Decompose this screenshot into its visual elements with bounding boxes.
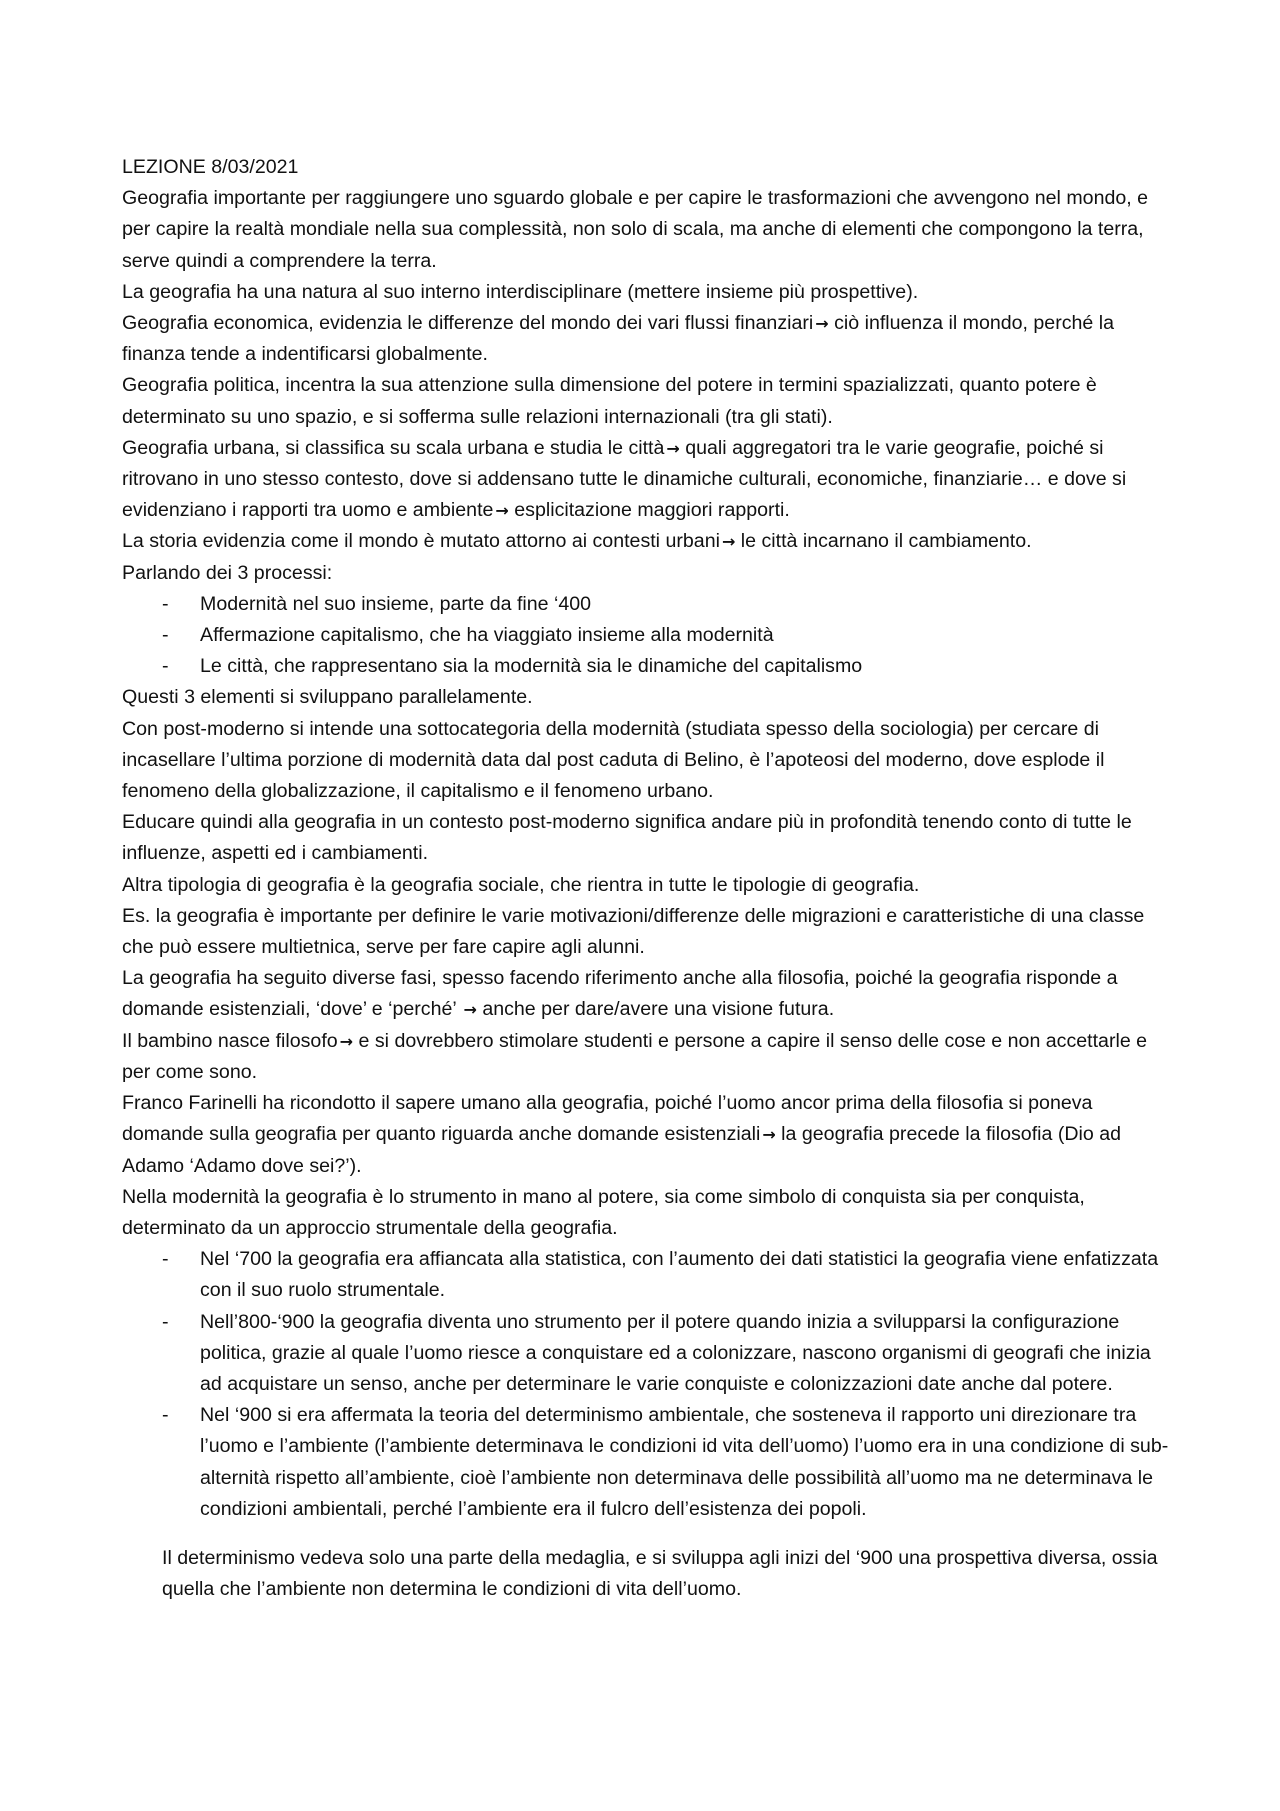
paragraph: Altra tipologia di geografia è la geografia sociale, che rientra in tutte le tipologie di geografia. [122,873,920,896]
list-item [122,620,1172,651]
list-item-text: Le città, che rappresentano sia la modernità sia le dinamiche del capitalismo [200,655,863,678]
list-item [122,651,1172,682]
list-item-text: Modernità nel suo insieme, parte da fine ‘400 [200,592,592,615]
paragraph-text: Franco Farinelli ha ricondotto il sapere umano alla geografia, poiché l’uomo ancor prima della filosofia si poneva domande sulla geografia per quanto riguarda anche domande esistenziali [122,1092,1093,1146]
paragraph [122,963,1172,1025]
bullet-list [122,589,1172,683]
document-title: LEZIONE 8/03/2021 [122,156,299,178]
paragraph-text: Geografia economica, evidenzia le differenze del mondo dei vari flussi finanziari [122,312,814,335]
paragraph [122,308,1172,370]
list-item [122,1244,1172,1306]
paragraph-text: anche per dare/avere una visione futura. [476,998,835,1021]
paragraph: Il determinismo vedeva solo una parte della medaglia, e si sviluppa agli inizi del ‘900 una prospettiva diversa, ossia quella che l’ambiente non determina le condizioni di vita dell’uomo. [162,1546,1158,1601]
paragraph: Nella modernità la geografia è lo strumento in mano al potere, sia come simbolo di conquista sia per conquista, determinato da un approccio strumentale della geografia. [122,1185,1085,1239]
bullet-dash: - [162,624,169,647]
arrow-right-icon: → [463,1000,477,1020]
paragraph-text: La geografia ha seguito diverse fasi, spesso facendo riferimento anche alla filosofia, poiché la geografia risponde a domande esistenziali, ‘dove’ e ‘perché’ [122,967,1118,1021]
arrow-right-icon: → [721,532,736,552]
arrow-right-icon: → [495,501,509,521]
list-item [122,1307,1172,1401]
paragraph-spacer [122,1525,1172,1543]
list-item [122,589,1172,620]
bullet-dash: - [162,592,169,615]
bullet-dash: - [162,1404,169,1427]
bullet-dash: - [162,1310,169,1333]
paragraph-text: ciò influenza il mondo, perché la finanza tende a indentificarsi globalmente. [122,312,1115,366]
arrow-right-icon: → [339,1031,354,1051]
arrow-right-icon: → [762,1125,776,1145]
paragraph-text: le città incarnano il cambiamento. [735,530,1032,553]
paragraph-text: la geografia precede la filosofia (Dio ad Adamo ‘Adamo dove sei?’). [122,1123,1122,1177]
arrow-right-icon: → [815,314,829,334]
paragraph [122,526,1172,557]
paragraph: Geografia importante per raggiungere uno sguardo globale e per capire le trasformazioni che avvengono nel mondo, e per capire la realtà mondiale nella sua complessità, non solo di scala, ma anche di elementi che compongono la terra, serve quindi a comprendere la terra. [122,187,1149,272]
list-item-text: Nell’800-‘900 la geografia diventa uno strumento per il potere quando inizia a svilupparsi la configurazione politica, grazie al quale l’uomo riesce a conquistare ed a colonizzare, nascono organismi di geografi che inizia ad acquistare un senso, anche per determinare le varie conquiste e colonizzazioni date anche dal potere. [200,1310,1151,1395]
paragraph-text: e si dovrebbero stimolare studenti e persone a capire il senso delle cose e non accettarle e per come sono. [122,1029,1148,1083]
paragraph [122,1026,1172,1088]
paragraph: Parlando dei 3 processi: [122,561,333,584]
paragraph-text: quali aggregatori tra le varie geografie, poiché si ritrovano in uno stesso contesto, dove si addensano tutte le dinamiche culturali, economiche, finanziarie… e dove si evidenziano i rapporti tra uomo e ambiente [122,436,1127,522]
paragraph-text: esplicitazione maggiori rapporti. [508,499,790,522]
paragraph-text: Geografia urbana, si classifica su scala urbana e studia le città [122,436,665,459]
paragraph [122,433,1172,527]
paragraph: Geografia politica, incentra la sua attenzione sulla dimensione del potere in termini spazializzati, quanto potere è determinato su uno spazio, e si sofferma sulle relazioni internazionali (tra gli stati). [122,374,1097,428]
bullet-list [122,1244,1172,1525]
paragraph [122,1088,1172,1182]
list-item [122,1400,1172,1525]
document-body [122,152,1172,1605]
bullet-dash: - [162,1248,169,1271]
list-item-text: Affermazione capitalismo, che ha viaggiato insieme alla modernità [200,624,774,647]
bullet-dash: - [162,655,169,678]
paragraph: Educare quindi alla geografia in un contesto post-moderno significa andare più in profondità tenendo conto di tutte le influenze, aspetti ed i cambiamenti. [122,811,1132,865]
paragraph-text: Il bambino nasce filosofo [122,1029,338,1052]
paragraph-text: La storia evidenzia come il mondo è mutato attorno ai contesti urbani [122,530,720,553]
paragraph: Questi 3 elementi si sviluppano parallelamente. [122,686,533,709]
list-item-text: Nel ‘900 si era affermata la teoria del determinismo ambientale, che sosteneva il rapporto uni direzionare tra l’uomo e l’ambiente (l’ambiente determinava le condizioni id vita dell’uomo) l’uomo era in una condizione di sub-alternità rispetto all’ambiente, cioè l’ambiente non determinava delle possibilità all’uomo ma ne determinava le condizioni ambientali, perché l’ambiente era il fulcro dell’esistenza dei popoli. [200,1404,1169,1520]
arrow-right-icon: → [666,438,680,458]
paragraph: La geografia ha una natura al suo interno interdisciplinare (mettere insieme più prospettive). [122,280,919,303]
paragraph: Es. la geografia è importante per definire le varie motivazioni/differenze delle migrazioni e caratteristiche di una classe che può essere multietnica, serve per fare capire agli alunni. [122,904,1145,959]
paragraph: Con post-moderno si intende una sottocategoria della modernità (studiata spesso della sociologia) per cercare di incasellare l’ultima porzione di modernità data dal post caduta di Belino, è l’apoteosi del moderno, dove esplode il fenomeno della globalizzazione, il capitalismo e il fenomeno urbano. [122,717,1105,803]
list-item-text: Nel ‘700 la geografia era affiancata alla statistica, con l’aumento dei dati statistici la geografia viene enfatizzata con il suo ruolo strumentale. [200,1248,1159,1302]
